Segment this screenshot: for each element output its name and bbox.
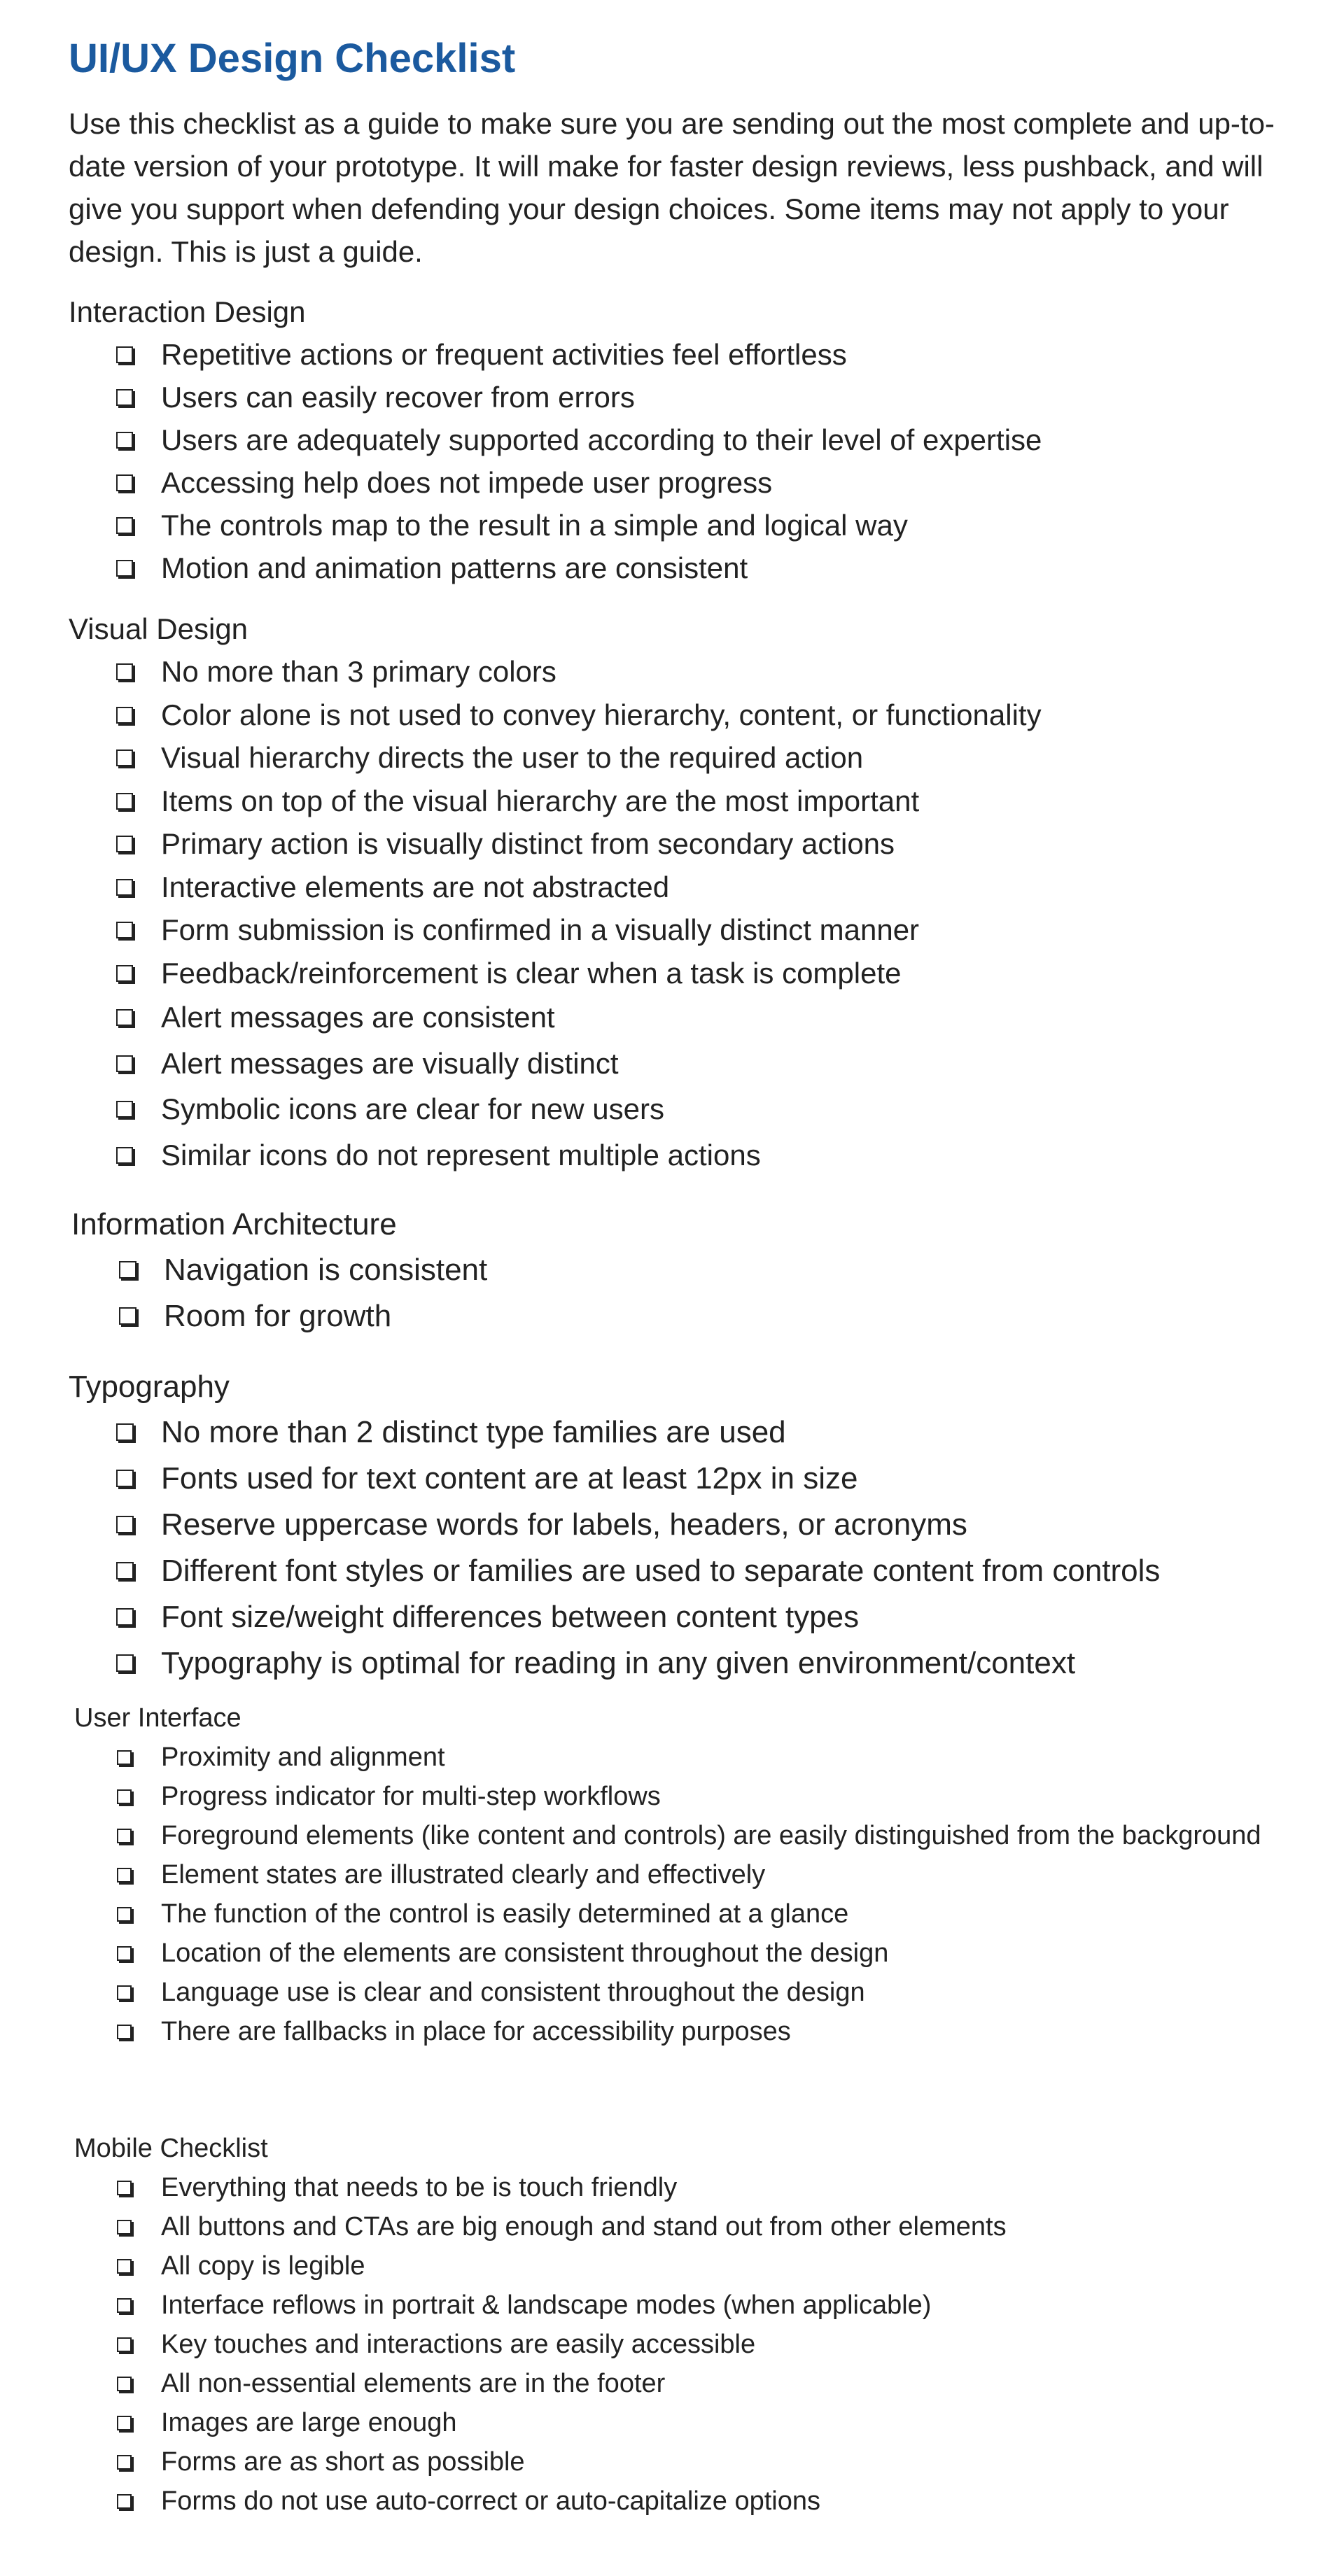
checkbox-icon[interactable]: [116, 474, 133, 491]
checkbox-icon[interactable]: [117, 2416, 132, 2430]
checklist-item-label: Primary action is visually distinct from secondary actions: [161, 827, 895, 860]
checkbox-icon[interactable]: [117, 2025, 132, 2039]
checkbox-icon[interactable]: [117, 1907, 132, 1922]
checklist-item: [74, 2012, 1306, 2051]
checklist-item-label: Items on top of the visual hierarchy are the most important: [161, 784, 920, 817]
checkbox-icon[interactable]: [116, 1055, 133, 1072]
checkbox-icon[interactable]: [116, 1608, 134, 1626]
checklist-item-label: Fonts used for text content are at least 12px in size: [161, 1461, 858, 1495]
checkbox-icon[interactable]: [116, 749, 133, 766]
checklist-item-label: Forms are as short as possible: [161, 2447, 525, 2477]
checklist-item: [74, 2442, 1306, 2482]
checkbox-icon[interactable]: [116, 432, 133, 449]
checkbox-icon[interactable]: [117, 2494, 132, 2509]
checklist-item: [69, 694, 1301, 737]
checklist-item: [69, 376, 1301, 418]
checklist-item-label: Symbolic icons are clear for new users: [161, 1092, 664, 1125]
checkbox-icon[interactable]: [116, 560, 133, 577]
checkbox-icon[interactable]: [116, 707, 133, 724]
checkbox-icon[interactable]: [116, 793, 133, 810]
checklist-item-label: No more than 2 distinct type families are used: [161, 1415, 786, 1449]
checkbox-icon[interactable]: [117, 1985, 132, 2000]
checklist-item: [69, 952, 1301, 995]
checklist-item: [74, 2364, 1306, 2403]
checklist-item-label: Interface reflows in portrait & landscape modes (when applicable): [161, 2290, 932, 2320]
checkbox-icon[interactable]: [116, 346, 133, 363]
checklist-item-label: Feedback/reinforcement is clear when a task is complete: [161, 956, 902, 990]
checklist-item: [74, 1973, 1306, 2012]
section-typography: [69, 1365, 1301, 1687]
checklist-item: [74, 2168, 1306, 2207]
checklist-item-label: Accessing help does not impede user progress: [161, 466, 773, 499]
checklist-item: [69, 1456, 1301, 1502]
checklist-item: [74, 2482, 1306, 2521]
checklist-item: [69, 1640, 1301, 1687]
checkbox-icon[interactable]: [116, 879, 133, 896]
section-mobile-checklist: [74, 2129, 1306, 2521]
checklist-item-label: Key touches and interactions are easily accessible: [161, 2330, 756, 2359]
section-information-architecture: [71, 1202, 1303, 1339]
checklist-item-label: All non-essential elements are in the footer: [161, 2369, 666, 2398]
checklist-item-label: All buttons and CTAs are big enough and stand out from other elements: [161, 2212, 1007, 2241]
checklist-item: [74, 1738, 1306, 1777]
intro-paragraph: Use this checklist as a guide to make sure you are sending out the most complete and up-to-date version of your prototype. It will make for faster design reviews, less pushback, and will give you support when defending your design choices. Some items may not apply to your design. This is just a guide.: [69, 107, 1275, 268]
checkbox-icon[interactable]: [116, 1470, 134, 1487]
section-interaction-design: [69, 291, 1301, 589]
checkbox-icon[interactable]: [116, 1516, 134, 1533]
checklist-item: [69, 1502, 1301, 1548]
checklist-item: [71, 1293, 1303, 1339]
checkbox-icon[interactable]: [117, 1946, 132, 1961]
checklist-item-label: Progress indicator for multi-step workflows: [161, 1782, 661, 1811]
checklist-item: [74, 1816, 1306, 1855]
checklist-item: [69, 994, 1301, 1041]
checklist-item-label: Images are large enough: [161, 2408, 457, 2437]
checkbox-icon[interactable]: [117, 2455, 132, 2470]
checklist-item-label: No more than 3 primary colors: [161, 655, 556, 688]
checkbox-icon[interactable]: [117, 2377, 132, 2391]
checklist-item-label: Everything that needs to be is touch friendly: [161, 2173, 678, 2202]
checklist: [74, 1738, 1306, 2051]
checkbox-icon[interactable]: [117, 1750, 132, 1765]
checklist-item: [69, 822, 1301, 866]
checklist: [71, 1247, 1303, 1339]
checklist-item-label: Element states are illustrated clearly and effectively: [161, 1860, 766, 1889]
checklist-item: [69, 1548, 1301, 1594]
checklist-item: [69, 650, 1301, 694]
checklist-item-label: Typography is optimal for reading in any given environment/context: [161, 1646, 1076, 1680]
checklist-item-label: The function of the control is easily determined at a glance: [161, 1899, 849, 1929]
checklist-item: [74, 2325, 1306, 2364]
checkbox-icon[interactable]: [116, 517, 133, 534]
checkbox-icon[interactable]: [117, 2298, 132, 2313]
checklist-item: [69, 736, 1301, 780]
checklist-item: [69, 866, 1301, 909]
checklist-item-label: All copy is legible: [161, 2251, 365, 2281]
checklist-item-label: Repetitive actions or frequent activities feel effortless: [161, 338, 847, 371]
checkbox-icon[interactable]: [117, 2259, 132, 2274]
section-heading: Visual Design: [69, 612, 248, 645]
section-heading: Interaction Design: [69, 295, 306, 328]
checklist-item-label: Location of the elements are consistent throughout the design: [161, 1938, 889, 1968]
checklist-item: [74, 2403, 1306, 2442]
checklist-item-label: Different font styles or families are used to separate content from controls: [161, 1554, 1161, 1588]
checkbox-icon[interactable]: [117, 1829, 132, 1843]
checkbox-icon[interactable]: [116, 1147, 133, 1164]
checklist: [69, 333, 1301, 589]
checklist-item: [69, 461, 1301, 504]
checkbox-icon[interactable]: [116, 1562, 134, 1579]
checkbox-icon[interactable]: [117, 2181, 132, 2195]
checklist-item-label: Alert messages are visually distinct: [161, 1046, 619, 1080]
checklist-item: [69, 333, 1301, 376]
checklist-item-label: Users are adequately supported according to their level of expertise: [161, 423, 1042, 456]
checklist-item-label: Proximity and alignment: [161, 1743, 445, 1772]
checklist-item: [69, 1409, 1301, 1456]
checkbox-icon[interactable]: [116, 836, 133, 852]
checklist-item: [69, 1086, 1301, 1132]
checkbox-icon[interactable]: [116, 922, 133, 938]
checklist-item-label: The controls map to the result in a simple and logical way: [161, 509, 908, 542]
section-heading: Mobile Checklist: [74, 2134, 268, 2163]
checklist-item-label: Alert messages are consistent: [161, 1001, 555, 1034]
checklist-item-label: Motion and animation patterns are consistent: [161, 551, 748, 584]
checklist-item: [69, 1132, 1301, 1178]
checkbox-icon[interactable]: [117, 1789, 132, 1804]
checkbox-icon[interactable]: [116, 389, 133, 406]
checklist: [69, 1409, 1301, 1687]
checklist-item-label: Font size/weight differences between content types: [161, 1600, 860, 1634]
checkbox-icon[interactable]: [116, 1101, 133, 1118]
checklist-item: [69, 418, 1301, 461]
checkbox-icon[interactable]: [116, 1423, 134, 1441]
checklist-item-label: Users can easily recover from errors: [161, 381, 635, 414]
checkbox-icon[interactable]: [116, 663, 133, 680]
checklist-item: [69, 780, 1301, 823]
checklist-item: [74, 1894, 1306, 1934]
checklist-item: [69, 1594, 1301, 1640]
checklist-item-label: Foreground elements (like content and controls) are easily distinguished from the background: [161, 1821, 1261, 1850]
checklist-item: [74, 1777, 1306, 1816]
checklist-item: [74, 2207, 1306, 2246]
checklist-item: [74, 2286, 1306, 2325]
checklist-item: [69, 1041, 1301, 1087]
checklist-item-label: Forms do not use auto-correct or auto-capitalize options: [161, 2486, 821, 2516]
checkbox-icon[interactable]: [116, 965, 133, 982]
checklist-item-label: There are fallbacks in place for accessibility purposes: [161, 2017, 791, 2046]
checkbox-icon[interactable]: [117, 2337, 132, 2352]
section-heading: Information Architecture: [71, 1207, 397, 1241]
checkbox-icon[interactable]: [117, 1868, 132, 1882]
checklist-item-label: Room for growth: [164, 1299, 392, 1333]
checklist-item: [71, 1247, 1303, 1293]
page-title: UI/UX Design Checklist: [69, 36, 516, 81]
checklist-item: [69, 504, 1301, 547]
section-visual-design: [69, 608, 1301, 1178]
checklist-item: [74, 2246, 1306, 2286]
checklist: [74, 2168, 1306, 2521]
checklist-item-label: Interactive elements are not abstracted: [161, 870, 670, 903]
checklist-item-label: Navigation is consistent: [164, 1253, 488, 1287]
section-heading: Typography: [69, 1370, 230, 1404]
checkbox-icon[interactable]: [119, 1307, 136, 1325]
checkbox-icon[interactable]: [116, 1009, 133, 1026]
checklist-item: [69, 908, 1301, 952]
checklist-item: [74, 1855, 1306, 1894]
section-heading: User Interface: [74, 1703, 241, 1733]
checklist-item-label: Color alone is not used to convey hierarchy, content, or functionality: [161, 698, 1042, 731]
checklist-item-label: Similar icons do not represent multiple actions: [161, 1138, 761, 1171]
checklist-item-label: Form submission is confirmed in a visually distinct manner: [161, 913, 920, 946]
section-user-interface: [74, 1698, 1306, 2051]
checklist-item: [69, 547, 1301, 589]
checklist-item-label: Reserve uppercase words for labels, headers, or acronyms: [161, 1507, 967, 1542]
checklist-item-label: Language use is clear and consistent throughout the design: [161, 1978, 865, 2007]
checklist-item: [74, 1934, 1306, 1973]
checkbox-icon[interactable]: [117, 2220, 132, 2234]
checkbox-icon[interactable]: [119, 1261, 136, 1279]
checkbox-icon[interactable]: [116, 1654, 134, 1672]
checklist: [69, 650, 1301, 1178]
checklist-item-label: Visual hierarchy directs the user to the required action: [161, 741, 864, 774]
